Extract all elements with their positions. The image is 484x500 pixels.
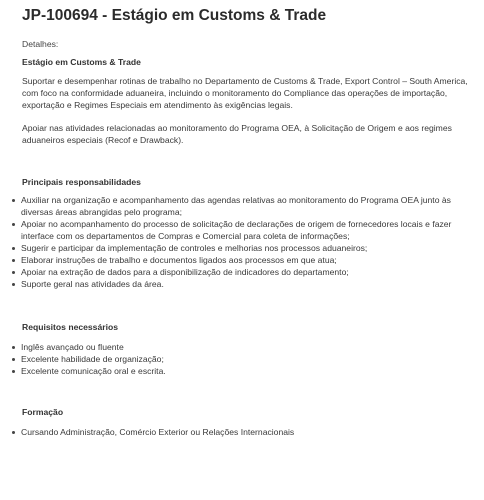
requirements-list [22, 341, 474, 377]
list-item: Sugerir e participar da implementação de controles e melhorias nos processos aduaneiros; [9, 242, 474, 254]
job-description [22, 38, 474, 438]
list-item: Excelente comunicação oral e escrita. [9, 365, 474, 377]
list-item: Excelente habilidade de organização; [9, 353, 474, 365]
list-item: Apoiar na extração de dados para a disponibilização de indicadores do departamento; [9, 266, 474, 278]
responsibilities-list [22, 194, 474, 290]
job-title: JP-100694 - Estágio em Customs & Trade [22, 7, 327, 24]
details-paragraph-2: Apoiar nas atividades relacionadas ao monitoramento do Programa OEA, à Solicitação de Origem e aos regimes aduaneiros especiais (Recof e Drawback). [22, 123, 452, 145]
list-item: Cursando Administração, Comércio Exterior ou Relações Internacionais [9, 426, 474, 438]
list-item: Auxiliar na organização e acompanhamento das agendas relativas ao monitoramento do Programa OEA junto às diversas áreas abrangidas pelo programa; [9, 194, 474, 218]
list-item: Inglês avançado ou fluente [9, 341, 474, 353]
details-paragraph-1: Suportar e desempenhar rotinas de trabalho no Departamento de Customs & Trade, Export Control – South America, com foco na conformidade aduaneira, incluindo o monitoramento do Compliance das operações de importação, exportação e Regimes Especiais em atendimento às exigências legais. [22, 76, 468, 110]
requirements-heading: Requisitos necessários [22, 322, 119, 332]
education-list [22, 426, 474, 438]
education-heading: Formação [22, 407, 64, 417]
list-item: Apoiar no acompanhamento do processo de solicitação de declarações de origem de fornecedores locais e fazer interface com os departamentos de Compras e Comercial para coleta de informações; [9, 218, 474, 242]
responsibilities-heading: Principais responsabilidades [22, 177, 141, 187]
list-item: Elaborar instruções de trabalho e documentos ligados aos processos em que atua; [9, 254, 474, 266]
list-item: Suporte geral nas atividades da área. [9, 278, 474, 290]
details-label: Detalhes: [22, 39, 59, 49]
details-heading: Estágio em Customs & Trade [22, 57, 141, 67]
